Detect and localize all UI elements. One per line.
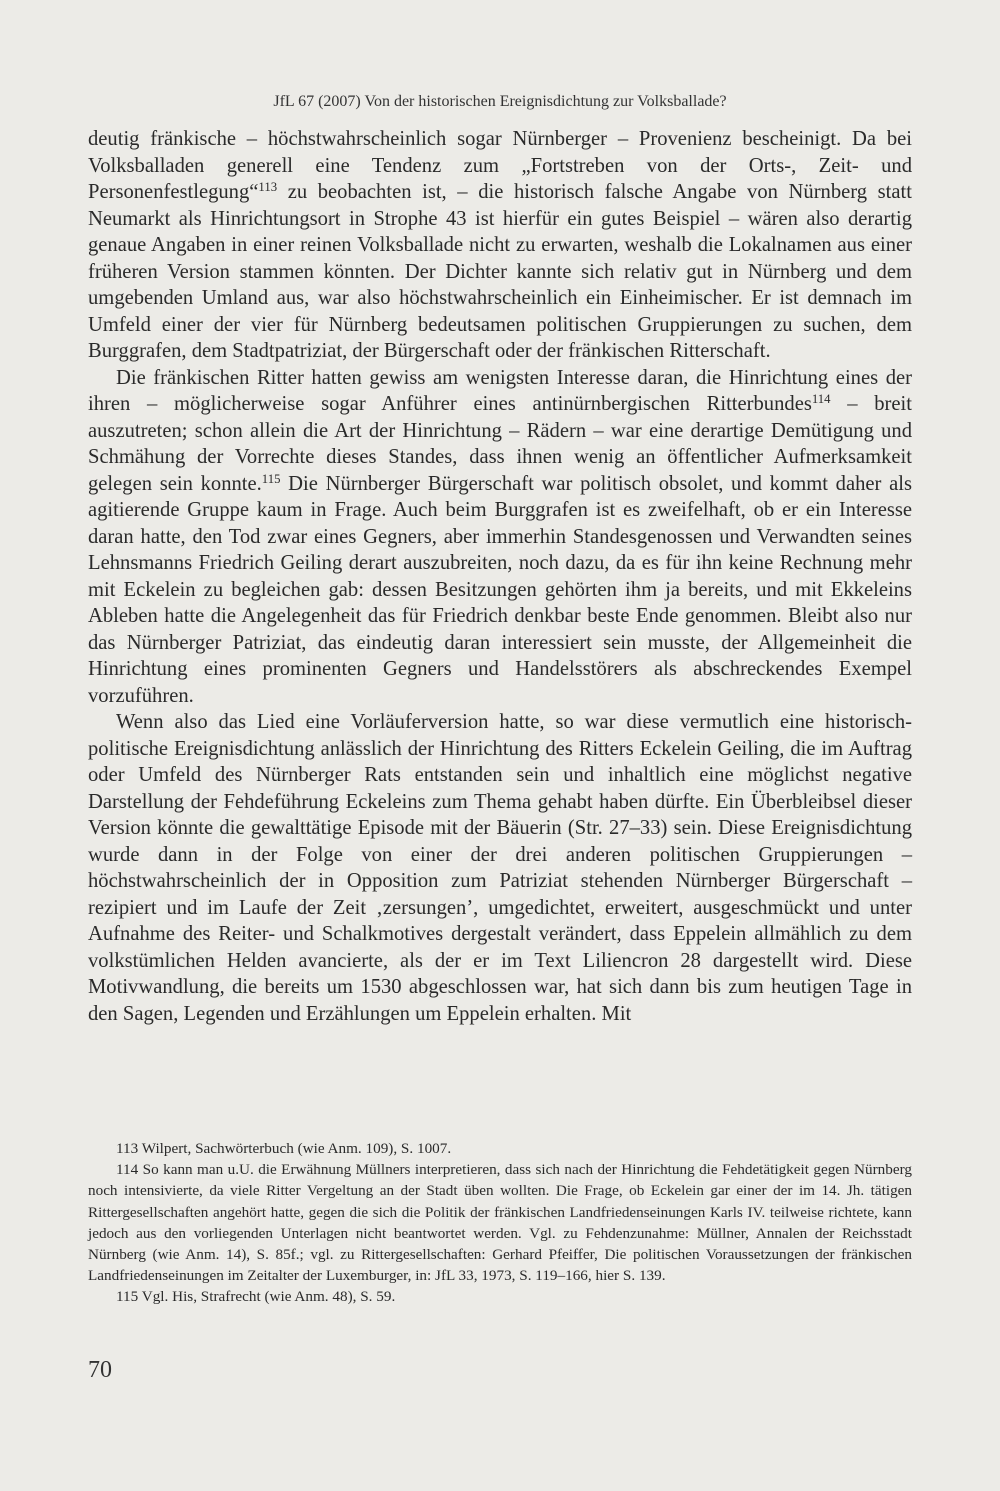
- body-text: [88, 126, 912, 1027]
- paragraph: [88, 365, 912, 710]
- footnotes: [88, 1138, 912, 1308]
- footnote: 115 Vgl. His, Strafrecht (wie Anm. 48), S. 59.: [116, 1288, 396, 1306]
- paragraph-text: Die fränkischen Ritter hatten gewiss am wenigsten Interesse daran, die Hinrichtung eines der ihren – möglicherweise sogar Anführer eines antinürnbergischen Ritterbundes: [88, 366, 912, 415]
- paragraph: [88, 709, 912, 1027]
- footnote-ref: 115: [261, 471, 281, 486]
- footnote-ref: 114: [811, 391, 831, 406]
- page-number: 70: [88, 1357, 112, 1383]
- paragraph-text: zu beobachten ist, – die historisch falsche Angabe von Nürnberg statt Neumarkt als Hinrichtungsort in Strophe 43 ist hierfür ein gutes Beispiel – wären also derartig genaue Angaben in einer reinen Volksballade nicht zu erwarten, weshalb die Lokalnamen aus einer früheren Version stammen könnten. Der Dichter kannte sich relativ gut in Nürnberg und dem umgebenden Umland aus, war also höchstwahrscheinlich ein Einheimischer. Er ist demnach im Umfeld einer der vier für Nürnberg bedeutsamen politischen Gruppierungen zu suchen, dem Burggrafen, dem Stadtpatriziat, der Bürgerschaft oder der fränkischen Ritterschaft.: [88, 181, 912, 362]
- footnote-ref: 113: [258, 179, 278, 194]
- footnote: 114 So kann man u.U. die Erwähnung Müllners interpretieren, dass sich nach der Hinrichtung die Fehdetätigkeit gegen Nürnberg noch intensivierte, da viele Ritter Vergeltung an der Stadt üben wollten. Die Frage, ob Eckelein gar einer der im 14. Jh. tätigen Rittergesellschaften angehört hatte, gegen die sich die Politik der fränkischen Landfriedenseinungen Karls IV. teilweise richtete, kann jedoch aus den vorliegenden Unterlagen nicht beantwortet werden. Vgl. zu Fehdenzunahme: Müllner, Annalen der Reichsstadt Nürnberg (wie Anm. 14), S. 85f.; vgl. zu Rittergesellschaften: Gerhard Pfeiffer, Die politischen Voraussetzungen der fränkischen Landfriedenseinungen im Zeitalter der Luxemburger, in: JfL 33, 1973, S. 119–166, hier S. 139.: [88, 1161, 912, 1285]
- paragraph-text: deutig fränkische – höchstwahrscheinlich sogar Nürnberger – Provenienz bescheinigt. Da bei Volksballaden generell eine Tendenz zum „Fortstreben von der Orts-, Zeit- und Personenfestlegung“: [88, 128, 912, 203]
- paragraph-text: – breit auszutreten; schon allein die Art der Hinrichtung – Rädern – war eine derartige Demütigung und Schmähung der Vorrechte dieses Standes, dass ihnen wenig an öffentlicher Aufmerksamkeit gelegen sein konnte.: [88, 393, 912, 495]
- running-header: JfL 67 (2007) Von der historischen Ereignisdichtung zur Volksballade?: [273, 93, 727, 110]
- paragraph: [88, 126, 912, 365]
- paragraph-text: Die Nürnberger Bürgerschaft war politisch obsolet, und kommt daher als agitierende Gruppe kaum in Frage. Auch beim Burggrafen ist es zweifelhaft, ob er ein Interesse daran hatte, den Tod zwar eines Gegners, aber immerhin Standesgenossen und Verwandten seines Lehnsmanns Friedrich Geiling derart auszubreiten, noch dazu, da es für ihn keine Rechnung mehr mit Eckelein zu begleichen gab: dessen Besitzungen gehörten ihm ja bereits, und mit Ekkeleins Ableben hatte die Angelegenheit das für Friedrich denkbar beste Ende genommen. Bleibt also nur das Nürnberger Patriziat, das eindeutig daran interessiert sein musste, der Allgemeinheit die Hinrichtung eines prominenten Gegners und Handelsstörers als abschreckendes Exempel vorzuführen.: [88, 472, 912, 707]
- footnote: 113 Wilpert, Sachwörterbuch (wie Anm. 109), S. 1007.: [116, 1140, 452, 1157]
- paragraph-text: Wenn also das Lied eine Vorläuferversion hatte, so war diese vermutlich eine historisch-politische Ereignisdichtung anlässlich der Hinrichtung des Ritters Eckelein Geiling, die im Auftrag oder Umfeld des Nürnberger Rats entstanden sein und inhaltlich eine möglichst negative Darstellung der Fehdeführung Eckeleins zum Thema gehabt haben dürfte. Ein Überbleibsel dieser Version könnte die gewalttätige Episode mit der Bäuerin (Str. 27–33) sein. Diese Ereignisdichtung wurde dann in der Folge von einer der drei anderen politischen Gruppierungen – höchstwahrscheinlich der in Opposition zum Patriziat stehenden Nürnberger Bürgerschaft – rezipiert und im Laufe der Zeit ‚zersungen’, umgedichtet, erweitert, ausgeschmückt und unter Aufnahme des Reiter- und Schalkmotives dergestalt verändert, dass Eppelein allmählich zu dem volkstümlichen Helden avancierte, als der er im Text Liliencron 28 dargestellt wird. Diese Motivwandlung, die bereits um 1530 abgeschlossen war, hat sich dann bis zum heutigen Tage in den Sagen, Legenden und Erzählungen um Eppelein erhalten. Mit: [88, 711, 912, 1025]
